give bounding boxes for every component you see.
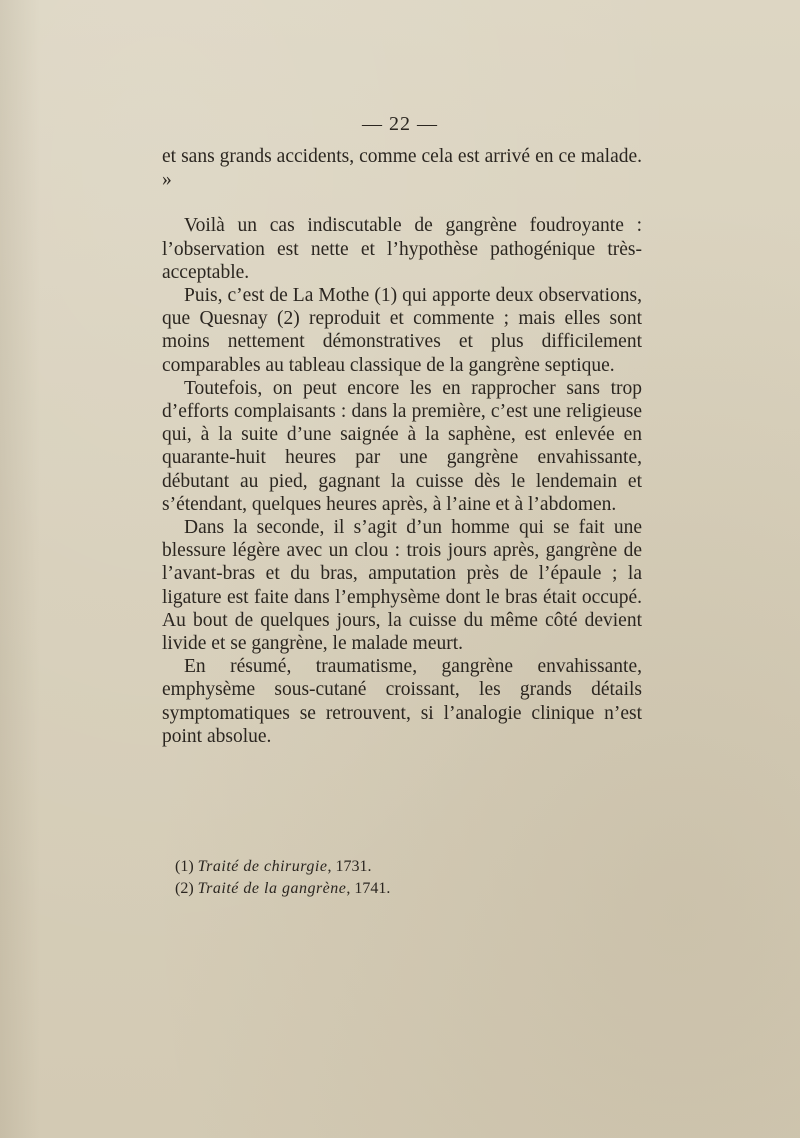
paragraph: Voilà un cas indiscutable de gangrène foudroyante : l’observation est nette et l’hypothèse pathogénique très-acceptable. <box>162 215 642 283</box>
footnote-title: Traité de la gangrène <box>197 880 347 897</box>
footnote-year: , 1741. <box>346 880 391 897</box>
paragraph: En résumé, traumatisme, gangrène envahissante, emphysème sous-cutané croissant, les grands détails symptomatiques se retrouvent, si l’analogie clinique n’est point absolue. <box>162 656 642 747</box>
paragraph: Toutefois, on peut encore les en rapprocher sans trop d’efforts complaisants : dans la première, c’est une religieuse qui, à la suite d’une saignée à la saphène, est enlevée en quarante-huit heures par une gangrène envahissante, débutant au pied, gagnant la cuisse dès le lendemain et s’étendant, quelques heures après, à l’aine et à l’abdomen. <box>162 377 642 515</box>
paragraph: Dans la seconde, il s’agit d’un homme qui se fait une blessure légère avec un clou : trois jours après, gangrène de l’avant-bras et du bras, amputation près de l’épaule ; la ligature est faite dans l’emphysème dont le bras était occupé. Au bout de quelques jours, la cuisse du même côté devient livide et se gangrène, le malade meurt. <box>162 517 642 655</box>
footnote-title: Traité de chirurgie <box>197 858 328 875</box>
page-number: — 22 — <box>362 113 438 135</box>
body-text <box>162 145 642 748</box>
paragraph-continuation: et sans grands accidents, comme cela est arrivé en ce malade. » <box>162 146 642 191</box>
footnote-year: , 1731. <box>327 858 372 875</box>
footnotes <box>175 856 635 900</box>
paragraph: Puis, c’est de La Mothe (1) qui apporte deux observations, que Quesnay (2) reproduit et commente ; mais elles sont moins nettement démonstratives et plus difficilement comparables au tableau classique de la gangrène septique. <box>162 285 642 376</box>
footnote <box>175 856 635 878</box>
footnote-marker: (1) <box>175 858 194 875</box>
footnote-marker: (2) <box>175 880 194 897</box>
footnote <box>175 878 635 900</box>
